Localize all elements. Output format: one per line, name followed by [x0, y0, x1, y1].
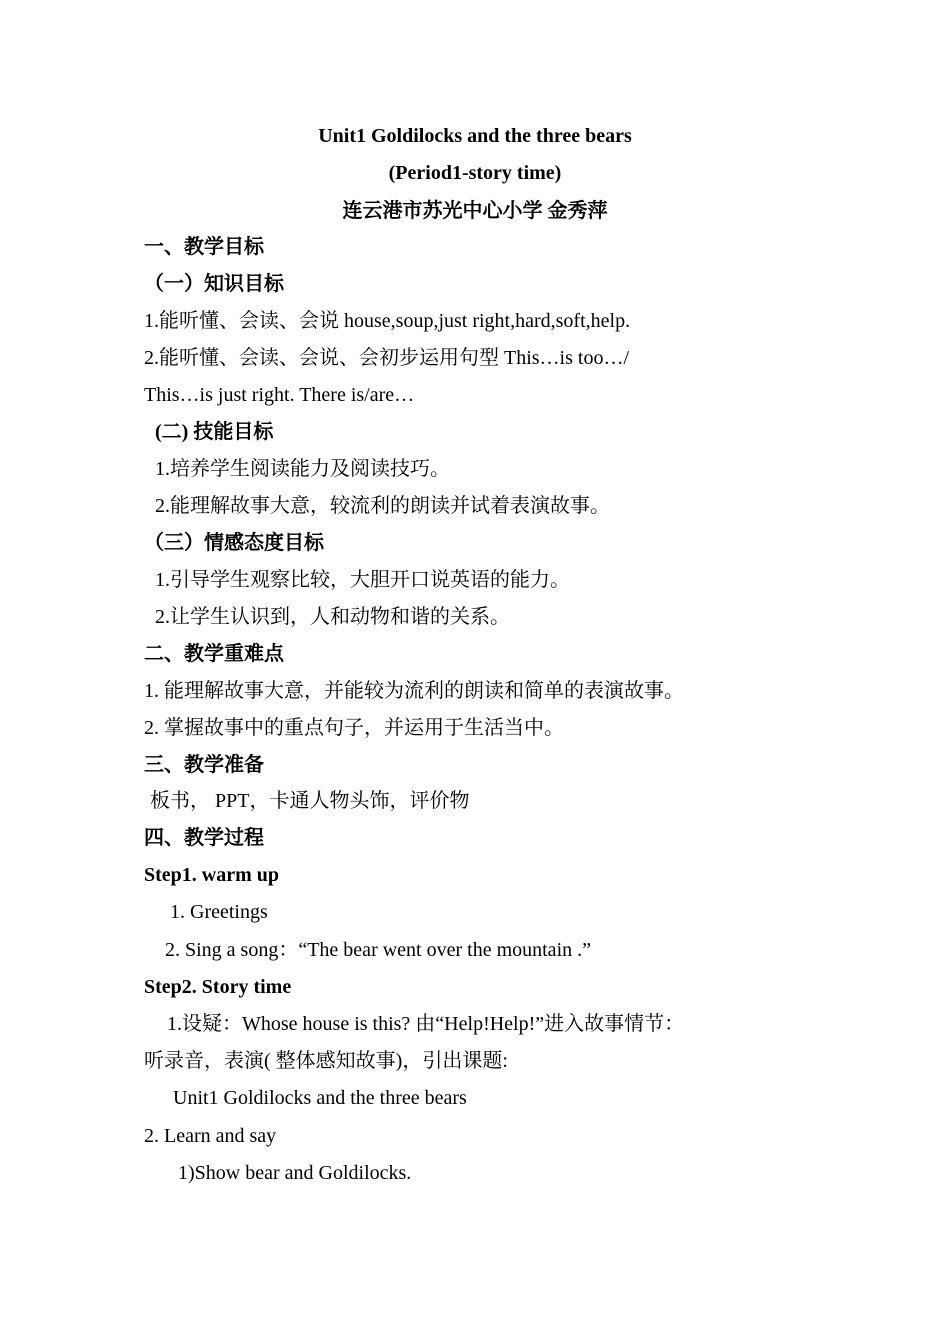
- knowledge-heading: （一）知识目标: [144, 273, 284, 295]
- doc-author: 连云港市苏光中心小学 金秀萍: [342, 200, 608, 222]
- doc-title: Unit1 Goldilocks and the three bears: [318, 125, 632, 147]
- step1-item: 1. Greetings: [170, 901, 268, 923]
- step2-heading: Step2. Story time: [144, 976, 292, 998]
- emotion-item: 2.让学生认识到，人和动物和谐的关系。: [155, 606, 510, 628]
- key-point-item: 2. 掌握故事中的重点句子，并运用于生活当中。: [144, 717, 564, 739]
- step1-heading: Step1. warm up: [144, 864, 280, 886]
- skills-heading: (二) 技能目标: [155, 421, 274, 443]
- step2-line: Unit1 Goldilocks and the three bears: [173, 1087, 467, 1109]
- step2-line: 1.设疑：Whose house is this? 由“Help!Help!”进入故事情节：: [167, 1013, 685, 1035]
- step2-line: 听录音，表演( 整体感知故事)，引出课题:: [144, 1050, 508, 1072]
- key-point-item: 1. 能理解故事大意，并能较为流利的朗读和简单的表演故事。: [144, 680, 684, 702]
- key-points-heading: 二、教学重难点: [144, 643, 284, 665]
- process-heading: 四、教学过程: [144, 827, 264, 849]
- objectives-heading: 一、教学目标: [144, 236, 264, 258]
- skills-item: 2.能理解故事大意，较流利的朗读并试着表演故事。: [155, 495, 610, 517]
- knowledge-item: 1.能听懂、会读、会说 house,soup,just right,hard,soft,help.: [144, 310, 631, 332]
- step1-item: 2. Sing a song：“The bear went over the mountain .”: [165, 939, 591, 961]
- doc-period: (Period1-story time): [388, 162, 562, 184]
- skills-item: 1.培养学生阅读能力及阅读技巧。: [155, 458, 450, 480]
- emotion-heading: （三）情感态度目标: [144, 532, 324, 554]
- knowledge-item: 2.能听懂、会读、会说、会初步运用句型 This…is too…/: [144, 347, 630, 369]
- knowledge-item: This…is just right. There is/are…: [144, 384, 415, 406]
- preparation-heading: 三、教学准备: [144, 754, 264, 776]
- preparation-text: 板书， PPT，卡通人物头饰，评价物: [150, 790, 470, 812]
- step2-line: 1)Show bear and Goldilocks.: [178, 1162, 412, 1184]
- step2-line: 2. Learn and say: [144, 1125, 277, 1147]
- emotion-item: 1.引导学生观察比较，大胆开口说英语的能力。: [155, 569, 570, 591]
